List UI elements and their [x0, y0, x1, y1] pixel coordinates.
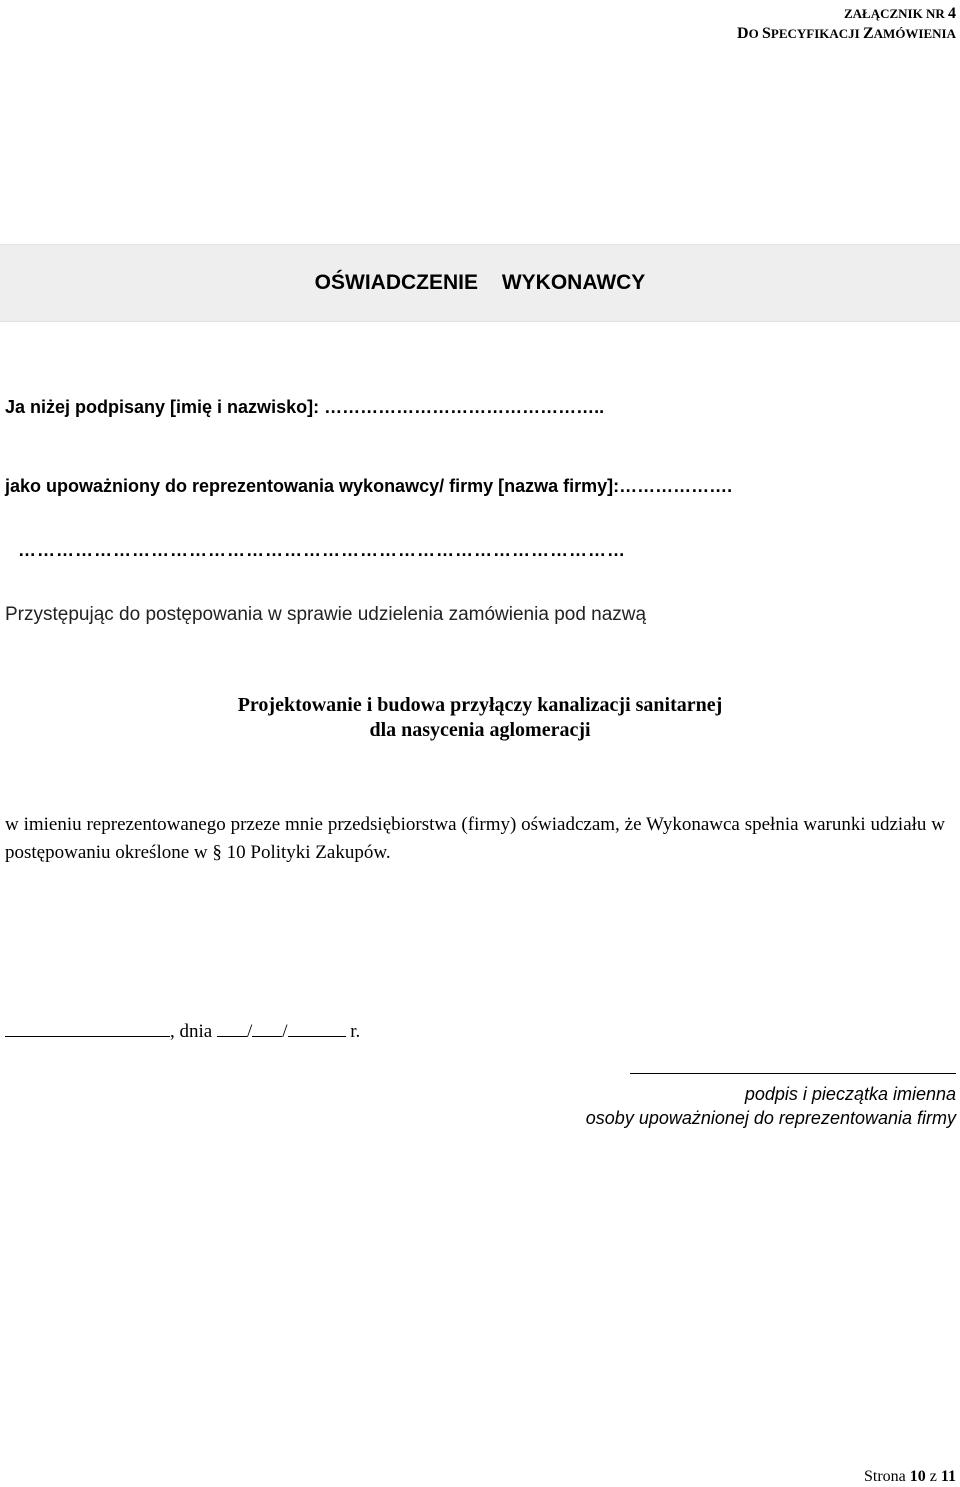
day-blank [217, 1018, 247, 1037]
project-name-line2: dla nasycenia aglomeracji [369, 719, 591, 741]
project-name [0, 693, 960, 743]
declaration-text: w imieniu reprezentowanego przeze mnie przedsiębiorstwa (firmy) oświadczam, że Wykonawca spełnia warunki udziału w postępowaniu określone w § 10 Polityki Zakupów. [5, 814, 945, 863]
dnia-label: , dnia [170, 1021, 217, 1042]
current-page: 10 [909, 1468, 926, 1485]
name-field: Ja niżej podpisany [imię i nazwisko]: ……………………………………….. [5, 397, 605, 417]
signature-caption-line1: podpis i pieczątka imienna [744, 1084, 956, 1104]
annex-number: 4 [948, 5, 956, 22]
signature-caption-line2: osoby upoważnionej do reprezentowania firmy [585, 1108, 956, 1128]
company-field-continuation: …………………………………………………………………………………… [18, 540, 626, 560]
place-blank [5, 1018, 170, 1037]
date-separator-1: / [246, 1021, 253, 1042]
intro-text: Przystępując do postępowania w sprawie udzielenia zamówienia pod nazwą [5, 604, 647, 625]
month-blank [252, 1018, 282, 1037]
signature-line [630, 1073, 956, 1074]
date-separator-2: / [282, 1021, 288, 1042]
total-pages: 11 [940, 1468, 956, 1485]
year-suffix: r. [345, 1021, 361, 1042]
title-band [0, 244, 960, 322]
year-blank [288, 1018, 346, 1037]
project-name-line1: Projektowanie i budowa przyłączy kanalizacji sanitarnej [237, 694, 723, 716]
place-date-line [5, 1018, 360, 1043]
company-field: jako upoważniony do reprezentowania wykonawcy/ firmy [nazwa firmy]:………………. [5, 476, 733, 496]
annex-spec: DO SPECYFIKACJI ZAMÓWIENIA [737, 25, 956, 42]
annex-label: ZAŁĄCZNIK NR [843, 6, 948, 21]
signature-caption [540, 1082, 956, 1130]
document-title: OŚWIADCZENIE WYKONAWCY [314, 271, 646, 294]
page-number: Strona 10 z 11 [863, 1468, 956, 1485]
annex-header [737, 4, 956, 44]
annex-title [737, 4, 956, 24]
